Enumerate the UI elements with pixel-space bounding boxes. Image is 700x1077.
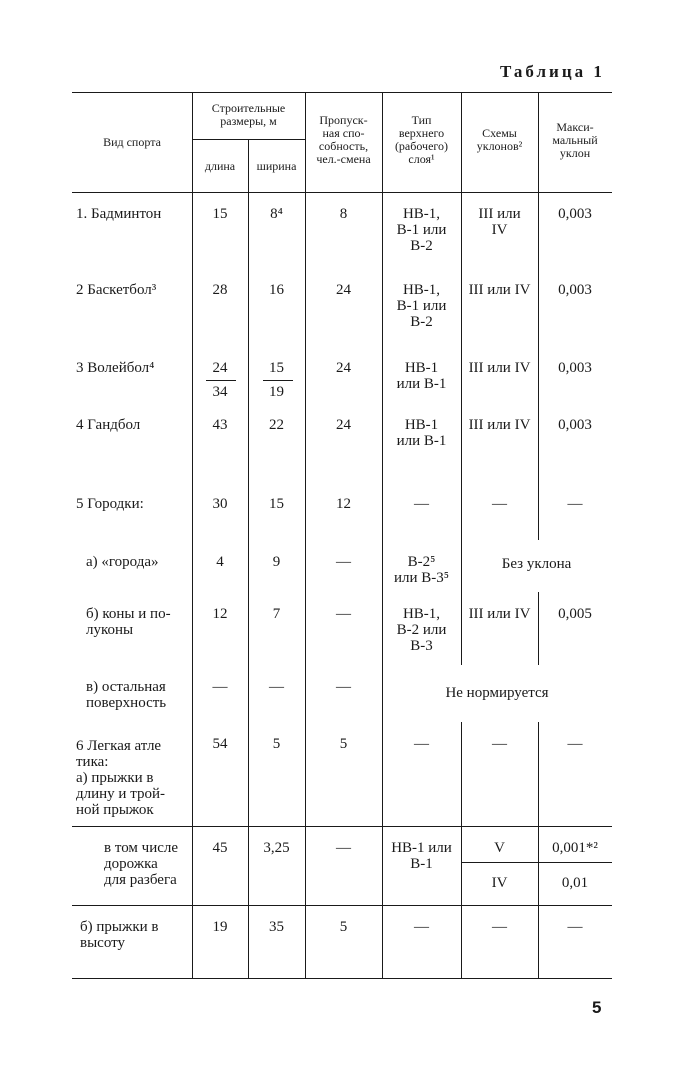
column-rule <box>248 826 249 905</box>
column-rule <box>461 592 462 665</box>
column-rule <box>305 905 306 978</box>
slope-scheme: V <box>494 840 505 856</box>
column-rule <box>461 268 462 346</box>
layer-type: В-2⁵ <box>407 554 436 570</box>
capacity-value: — <box>336 840 351 856</box>
layer-type: — <box>414 736 429 752</box>
max-slope: — <box>567 919 583 935</box>
sport-name: а) прыжки в <box>76 770 154 786</box>
layer-type: — <box>414 919 429 935</box>
sport-name: длину и трой- <box>76 786 165 802</box>
sport-name: для разбега <box>104 872 177 888</box>
column-rule <box>192 268 193 346</box>
length-value: 15 <box>212 206 228 222</box>
length-value: 28 <box>212 282 228 298</box>
layer-type: В-2 или <box>396 622 447 638</box>
table-top-rule <box>72 92 612 93</box>
merged-note: Без уклона <box>501 556 572 572</box>
max-slope: 0,003 <box>558 282 592 298</box>
length-value: 24 <box>212 360 228 376</box>
max-slope: — <box>567 736 583 752</box>
length-value: 30 <box>212 496 228 512</box>
header-capacity: ная спо- <box>322 126 365 140</box>
width-value: 16 <box>269 282 284 298</box>
layer-type: В-1 <box>410 856 433 872</box>
width-value: 9 <box>272 554 281 570</box>
layer-type: НВ-1, <box>402 206 441 222</box>
slope-scheme: IV <box>491 222 508 238</box>
header-layer: верхнего <box>398 126 445 140</box>
capacity-value: 5 <box>339 919 348 935</box>
column-rule <box>192 826 193 905</box>
header-slope: мальный <box>552 133 598 147</box>
max-slope: 0,005 <box>558 606 592 622</box>
row-rule <box>72 826 612 827</box>
layer-type: В-1 или <box>396 222 447 238</box>
sport-name: луконы <box>86 622 134 638</box>
length-value: 12 <box>212 606 228 622</box>
max-slope: 0,003 <box>558 417 592 433</box>
layer-type: НВ-1 или <box>391 840 452 856</box>
column-rule <box>538 592 539 665</box>
header-slope: уклон <box>559 146 591 160</box>
max-slope: 0,003 <box>558 206 592 222</box>
sport-name: ной прыжок <box>76 802 154 818</box>
column-rule <box>248 192 249 268</box>
header-schemes: Схемы <box>482 126 517 140</box>
column-rule <box>248 268 249 346</box>
split-rule <box>461 862 612 863</box>
header-layer: слоя¹ <box>408 152 435 166</box>
sport-name: 3 Волейбол⁴ <box>76 360 155 376</box>
slope-scheme: III или IV <box>468 417 531 433</box>
layer-type: В-1 или <box>396 298 447 314</box>
column-rule <box>538 403 539 482</box>
slope-scheme: III или IV <box>468 282 531 298</box>
row-rule <box>72 905 612 906</box>
column-rule <box>382 905 383 978</box>
sport-name: дорожка <box>104 856 158 872</box>
table-caption: Таблица 1 <box>500 62 605 81</box>
header-capacity: собность, <box>318 139 369 153</box>
column-rule <box>305 268 306 346</box>
header-dims: размеры, м <box>220 114 277 128</box>
column-rule <box>461 403 462 482</box>
header-schemes: уклонов² <box>476 139 523 153</box>
page-number: 5 <box>592 998 602 1017</box>
column-rule <box>192 403 193 482</box>
header-layer: Тип <box>411 113 432 127</box>
column-rule <box>305 403 306 482</box>
slope-scheme: — <box>492 496 507 512</box>
capacity-value: 12 <box>336 496 351 512</box>
header-sport: Вид спорта <box>103 135 161 149</box>
header-dims: Строительные <box>211 101 286 115</box>
width-value: 3,25 <box>263 840 290 856</box>
layer-type: В-3 <box>410 638 433 654</box>
width-value: 35 <box>269 919 284 935</box>
slope-scheme: III или <box>478 206 521 222</box>
column-rule <box>248 905 249 978</box>
capacity-value: — <box>336 606 351 622</box>
sport-name: а) «города» <box>86 554 159 570</box>
fraction-bar <box>263 380 293 381</box>
layer-type: В-2 <box>410 238 433 254</box>
length-value: 19 <box>212 919 228 935</box>
sport-name: 1. Бадминтон <box>76 206 162 222</box>
sport-name: в) остальная <box>86 679 166 695</box>
capacity-value: 8 <box>339 206 348 222</box>
layer-type: или В-3⁵ <box>393 570 450 586</box>
slope-scheme: III или IV <box>468 360 531 376</box>
sport-name: 4 Гандбол <box>76 417 141 433</box>
length-value: 45 <box>212 840 228 856</box>
layer-type: или В-1 <box>396 376 447 392</box>
header-capacity: Пропуск- <box>319 113 368 127</box>
max-slope: 0,003 <box>558 360 592 376</box>
column-rule <box>192 592 193 665</box>
header-layer: (рабочего) <box>394 139 449 153</box>
column-rule <box>192 905 193 978</box>
column-rule <box>192 192 193 268</box>
fraction-bar <box>206 380 236 381</box>
column-rule <box>248 592 249 665</box>
slope-scheme: III или IV <box>468 606 531 622</box>
layer-type: или В-1 <box>396 433 447 449</box>
width-value: — <box>269 679 284 695</box>
sport-name: тика: <box>76 754 109 770</box>
column-rule <box>248 403 249 482</box>
slope-scheme: IV <box>491 875 508 891</box>
header-width: ширина <box>256 159 297 173</box>
layer-type: НВ-1 <box>404 417 439 433</box>
capacity-value: — <box>336 679 351 695</box>
width-value: 5 <box>272 736 281 752</box>
length-value: 34 <box>212 384 228 400</box>
column-rule <box>538 905 539 978</box>
slope-scheme: — <box>492 736 507 752</box>
length-value: — <box>212 679 228 695</box>
width-value: 15 <box>269 360 284 376</box>
width-value: 22 <box>269 417 284 433</box>
sport-name: б) коны и по- <box>86 606 171 622</box>
header-capacity: чел.-смена <box>316 152 371 166</box>
max-slope: 0,001*² <box>552 840 598 856</box>
width-value: 15 <box>269 496 284 512</box>
column-rule <box>461 826 462 905</box>
header-slope: Макси- <box>556 120 594 134</box>
width-value: 19 <box>269 384 284 400</box>
layer-type: НВ-1, <box>402 606 441 622</box>
layer-type: В-2 <box>410 314 433 330</box>
sport-name: высоту <box>80 935 125 951</box>
max-slope: 0,01 <box>561 875 589 891</box>
slope-scheme: — <box>492 919 507 935</box>
capacity-value: 24 <box>336 360 351 376</box>
sport-name: 5 Городки: <box>76 496 144 512</box>
column-rule <box>538 826 539 905</box>
sport-name: поверхность <box>86 695 167 711</box>
column-rule <box>538 268 539 346</box>
capacity-value: 24 <box>336 417 351 433</box>
max-slope: — <box>567 496 583 512</box>
length-value: 43 <box>212 417 228 433</box>
capacity-value: 24 <box>336 282 351 298</box>
layer-type: — <box>414 496 429 512</box>
length-value: 54 <box>212 736 228 752</box>
sport-name: б) прыжки в <box>80 919 159 935</box>
layer-type: НВ-1, <box>402 282 441 298</box>
table-bottom-rule <box>72 978 612 979</box>
column-rule <box>538 192 539 268</box>
column-rule <box>305 826 306 905</box>
column-rule <box>305 192 306 268</box>
capacity-value: — <box>336 554 351 570</box>
sport-name: 6 Легкая атле <box>76 738 162 754</box>
header-bottom-rule <box>72 192 612 193</box>
column-rule <box>305 592 306 665</box>
column-rule <box>461 905 462 978</box>
width-value: 7 <box>272 606 281 622</box>
layer-type: НВ-1 <box>404 360 439 376</box>
capacity-value: 5 <box>339 736 348 752</box>
merged-note: Не нормируется <box>445 685 549 701</box>
length-value: 4 <box>216 554 224 570</box>
width-value: 8⁴ <box>270 206 283 222</box>
sport-name: в том числе <box>104 840 179 856</box>
header-length: длина <box>204 159 236 173</box>
sport-name: 2 Баскетбол³ <box>76 282 157 298</box>
